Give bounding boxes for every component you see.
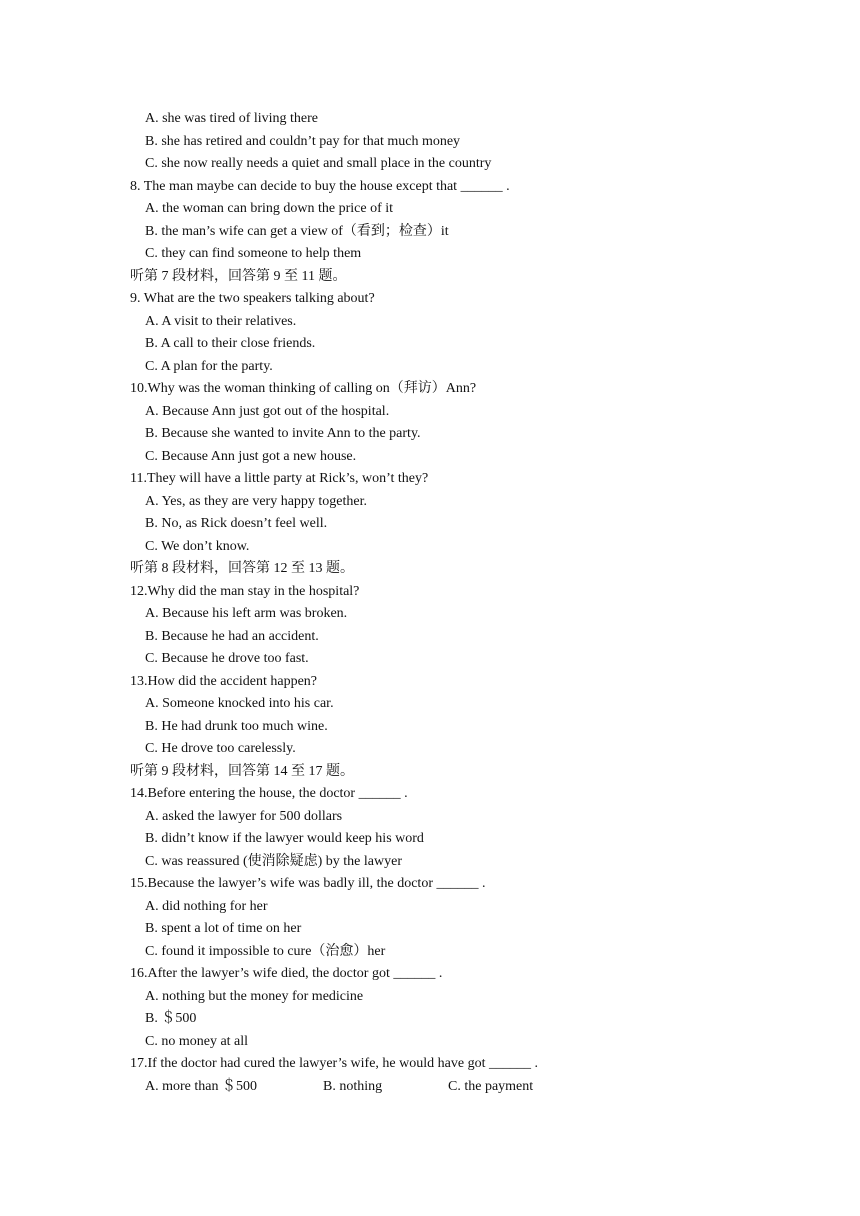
option-line: A. A visit to their relatives.	[145, 313, 297, 329]
option-line: A. nothing but the money for medicine	[145, 988, 364, 1004]
option-line: B. ＄500	[145, 1011, 197, 1026]
option-line: A. she was tired of living there	[145, 111, 319, 126]
option-line: C. they can find someone to help them	[145, 246, 362, 261]
question-17: 17.If the doctor had cured the lawyer’s wife, he would have got ______ .	[130, 1056, 538, 1071]
question-10: 10.Why was the woman thinking of calling on（拜访）Ann?	[130, 381, 477, 396]
option-line: B. didn’t know if the lawyer would keep his word	[145, 831, 424, 846]
question-15: 15.Because the lawyer’s wife was badly ill, the doctor ______ .	[130, 876, 486, 891]
option-line: B. Because he had an accident.	[145, 628, 319, 644]
option-a: A. more than ＄500	[145, 1078, 257, 1094]
question-13: 13.How did the accident happen?	[130, 673, 317, 689]
section-heading: 听第 9 段材料，回答第 14 至 17 题。	[130, 763, 354, 779]
option-c: C. the payment	[448, 1078, 534, 1094]
option-line: A. Yes, as they are very happy together.	[145, 493, 368, 509]
section-heading: 听第 8 段材料，回答第 12 至 13 题。	[130, 561, 354, 576]
question-14: 14.Before entering the house, the doctor ______ .	[130, 786, 408, 801]
question-16: 16.After the lawyer’s wife died, the doctor got ______ .	[130, 966, 443, 981]
option-line: A. did nothing for her	[145, 898, 268, 914]
option-line: C. Because Ann just got a new house.	[145, 448, 357, 464]
option-line: B. she has retired and couldn’t pay for that much money	[145, 133, 461, 149]
option-line: C. was reassured (使消除疑虑) by the lawyer	[145, 853, 402, 869]
option-line: B. He had drunk too much wine.	[145, 718, 328, 734]
option-b: B. nothing	[323, 1078, 383, 1094]
option-line: C. she now really needs a quiet and small place in the country	[145, 156, 492, 171]
option-line: A. Because his left arm was broken.	[145, 606, 348, 621]
option-line: C. no money at all	[145, 1033, 249, 1049]
option-line: A. asked the lawyer for 500 dollars	[145, 808, 343, 824]
option-line: C. found it impossible to cure（治愈）her	[145, 943, 386, 959]
option-line: B. the man’s wife can get a view of（看到；检查）it	[145, 223, 449, 239]
section-heading: 听第 7 段材料，回答第 9 至 11 题。	[130, 268, 347, 284]
option-line: C. He drove too carelessly.	[145, 741, 296, 756]
question-11: 11.They will have a little party at Rick’s, won’t they?	[130, 471, 429, 486]
question-8: 8. The man maybe can decide to buy the house except that ______ .	[130, 178, 510, 194]
option-line: C. Because he drove too fast.	[145, 651, 309, 666]
option-line: A. Someone knocked into his car.	[145, 696, 334, 711]
option-line: B. No, as Rick doesn’t feel well.	[145, 516, 328, 531]
option-line: C. A plan for the party.	[145, 358, 273, 374]
exam-page	[130, 108, 750, 1098]
question-9: 9. What are the two speakers talking about?	[130, 291, 375, 306]
question-17-options	[130, 1076, 750, 1099]
option-line: B. spent a lot of time on her	[145, 921, 302, 936]
option-line: B. A call to their close friends.	[145, 336, 316, 351]
question-12: 12.Why did the man stay in the hospital?	[130, 583, 360, 599]
option-line: A. Because Ann just got out of the hospital.	[145, 403, 390, 419]
option-line: C. We don’t know.	[145, 538, 250, 554]
option-line: B. Because she wanted to invite Ann to the party.	[145, 426, 421, 441]
option-line: A. the woman can bring down the price of it	[145, 201, 394, 216]
